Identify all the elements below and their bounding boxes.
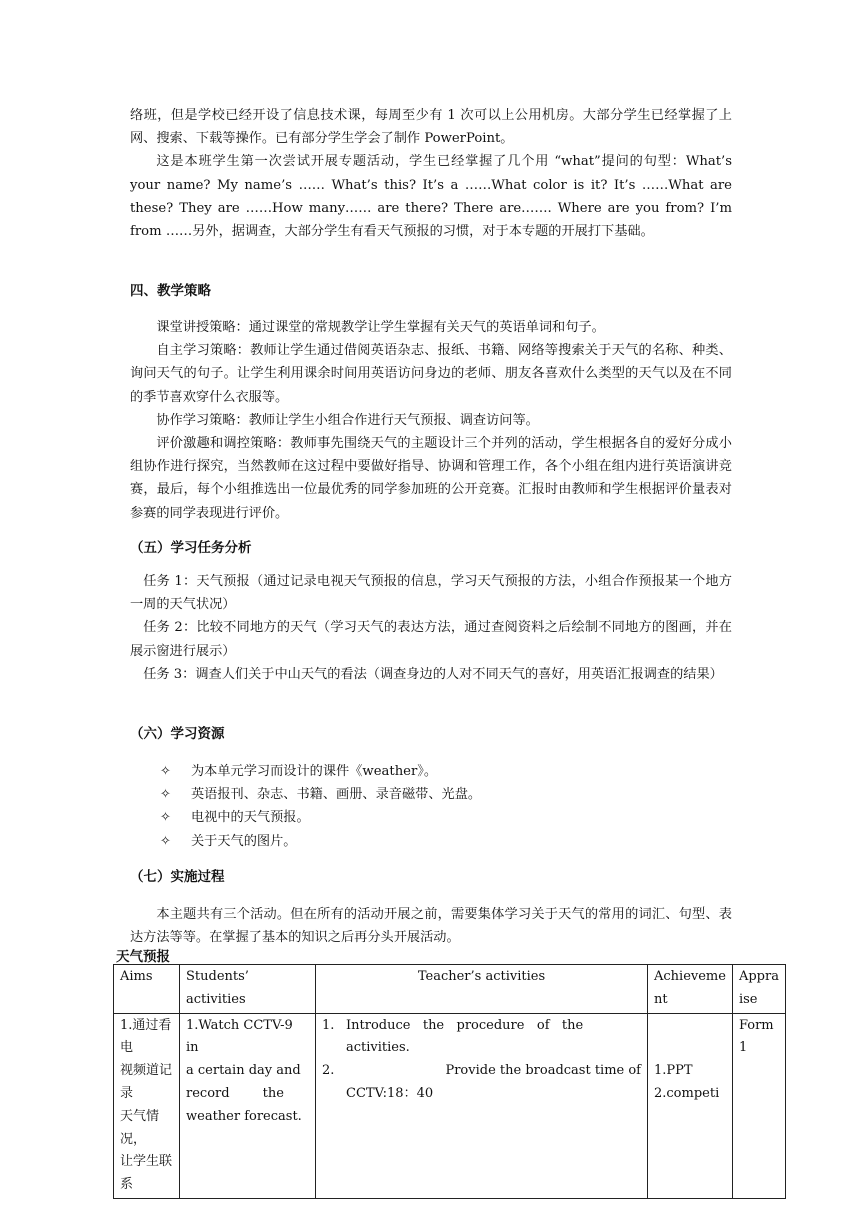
header-students: Students’ activities bbox=[180, 965, 316, 1014]
diamond-bullet-icon: ✧ bbox=[160, 764, 172, 779]
intro-paragraph-1: 络班，但是学校已经开设了信息技术课，每周至少有 1 次可以上公用机房。大部分学生已经掌握了上网、搜索、下载等操作。已有部分学生学会了制作 PowerPoint。 bbox=[130, 108, 732, 147]
process-heading: （七）实施过程 bbox=[130, 869, 225, 885]
diamond-bullet-icon: ✧ bbox=[160, 833, 172, 849]
table-header-row bbox=[114, 965, 786, 1014]
tasks-heading: （五）学习任务分析 bbox=[130, 540, 252, 556]
strategy-paragraph: 课堂讲授策略：通过课堂的常规教学让学生掌握有关天气的英语单词和句子。 bbox=[156, 320, 605, 335]
strategy-heading: 四、教学策略 bbox=[130, 283, 211, 299]
header-achievement: Achieveme nt bbox=[648, 965, 733, 1014]
header-teacher: Teacher’s activities bbox=[316, 965, 648, 1014]
strategy-block bbox=[130, 316, 732, 525]
task-item: 任务 2：比较不同地方的天气（学习天气的表达方法，通过查阅资料之后绘制不同地方的图画，并在展示窗进行展示） bbox=[130, 620, 732, 659]
weather-forecast-subtitle: 天气预报 bbox=[116, 949, 170, 965]
cell-students: 1.Watch CCTV-9 in a certain day and record the weather forecast. bbox=[180, 1013, 316, 1198]
task-item: 任务 3：调查人们关于中山天气的看法（调查身边的人对不同天气的喜好，用英语汇报调查的结果） bbox=[143, 666, 723, 682]
tasks-block bbox=[130, 570, 732, 686]
list-item: ✧ 英语报刊、杂志、书籍、画册、录音磁带、光盘。 bbox=[160, 783, 481, 806]
activity-table bbox=[113, 964, 786, 1199]
diamond-bullet-icon: ✧ bbox=[160, 810, 172, 826]
cell-teacher: 1. Introduce the procedure of the activities. 2. Provide the broadcast time of CCTV:18：40 bbox=[316, 1013, 648, 1198]
cell-appraise: Form 1 bbox=[732, 1013, 785, 1198]
intro-block bbox=[130, 104, 732, 243]
diamond-bullet-icon: ✧ bbox=[160, 787, 172, 803]
strategy-paragraph: 协作学习策略：教师让学生小组合作进行天气预报、调查访问等。 bbox=[156, 412, 539, 428]
header-aims: Aims bbox=[114, 965, 180, 1014]
resources-list bbox=[160, 760, 481, 853]
cell-aims: 1.通过看电 视频道记录 天气情况， 让学生联系 bbox=[114, 1013, 180, 1198]
process-paragraph: 本主题共有三个活动。但在所有的活动开展之前，需要集体学习关于天气的常用的词汇、句型、表达方法等等。在掌握了基本的知识之后再分头开展活动。 bbox=[130, 907, 732, 946]
header-appraise: Appra ise bbox=[732, 965, 785, 1014]
intro-paragraph-2: 这是本班学生第一次尝试开展专题活动，学生已经掌握了几个用 “what”提问的句型：What’s your name? My name’s …… What’s this? It’s a ……What color is it? It’s ……What are these? They are ……How many…… are there? There are……. Where are you from? I’m from ……另外，据调查，大部分学生有看天气预报的习惯，对于本专题的开展打下基础。 bbox=[130, 154, 732, 240]
task-item: 任务 1：天气预报（通过记录电视天气预报的信息，学习天气预报的方法，小组合作预报某一个地方一周的天气状况） bbox=[130, 574, 732, 613]
strategy-paragraph: 自主学习策略：教师让学生通过借阅英语杂志、报纸、书籍、网络等搜索关于天气的名称、种类、询问天气的句子。让学生利用课余时间用英语访问身边的老师、朋友各喜欢什么类型的天气以及在不同的季节喜欢穿什么衣服等。 bbox=[130, 343, 732, 405]
resources-heading: （六）学习资源 bbox=[130, 726, 225, 742]
process-block bbox=[130, 903, 732, 949]
list-item: ✧ 为本单元学习而设计的课件《weather》。 bbox=[160, 760, 481, 783]
list-item: ✧ 关于天气的图片。 bbox=[160, 830, 481, 853]
strategy-paragraph: 评价激趣和调控策略：教师事先围绕天气的主题设计三个并列的活动，学生根据各自的爱好分成小组协作进行探究，当然教师在这过程中要做好指导、协调和管理工作，各个小组在组内进行英语演讲竞赛，最后，每个小组推选出一位最优秀的同学参加班的公开竞赛。汇报时由教师和学生根据评价量表对参赛的同学表现进行评价。 bbox=[130, 436, 732, 521]
cell-achievement: 1.PPT 2.competi bbox=[648, 1013, 733, 1198]
table-row bbox=[114, 1013, 786, 1198]
list-item: ✧ 电视中的天气预报。 bbox=[160, 806, 481, 829]
